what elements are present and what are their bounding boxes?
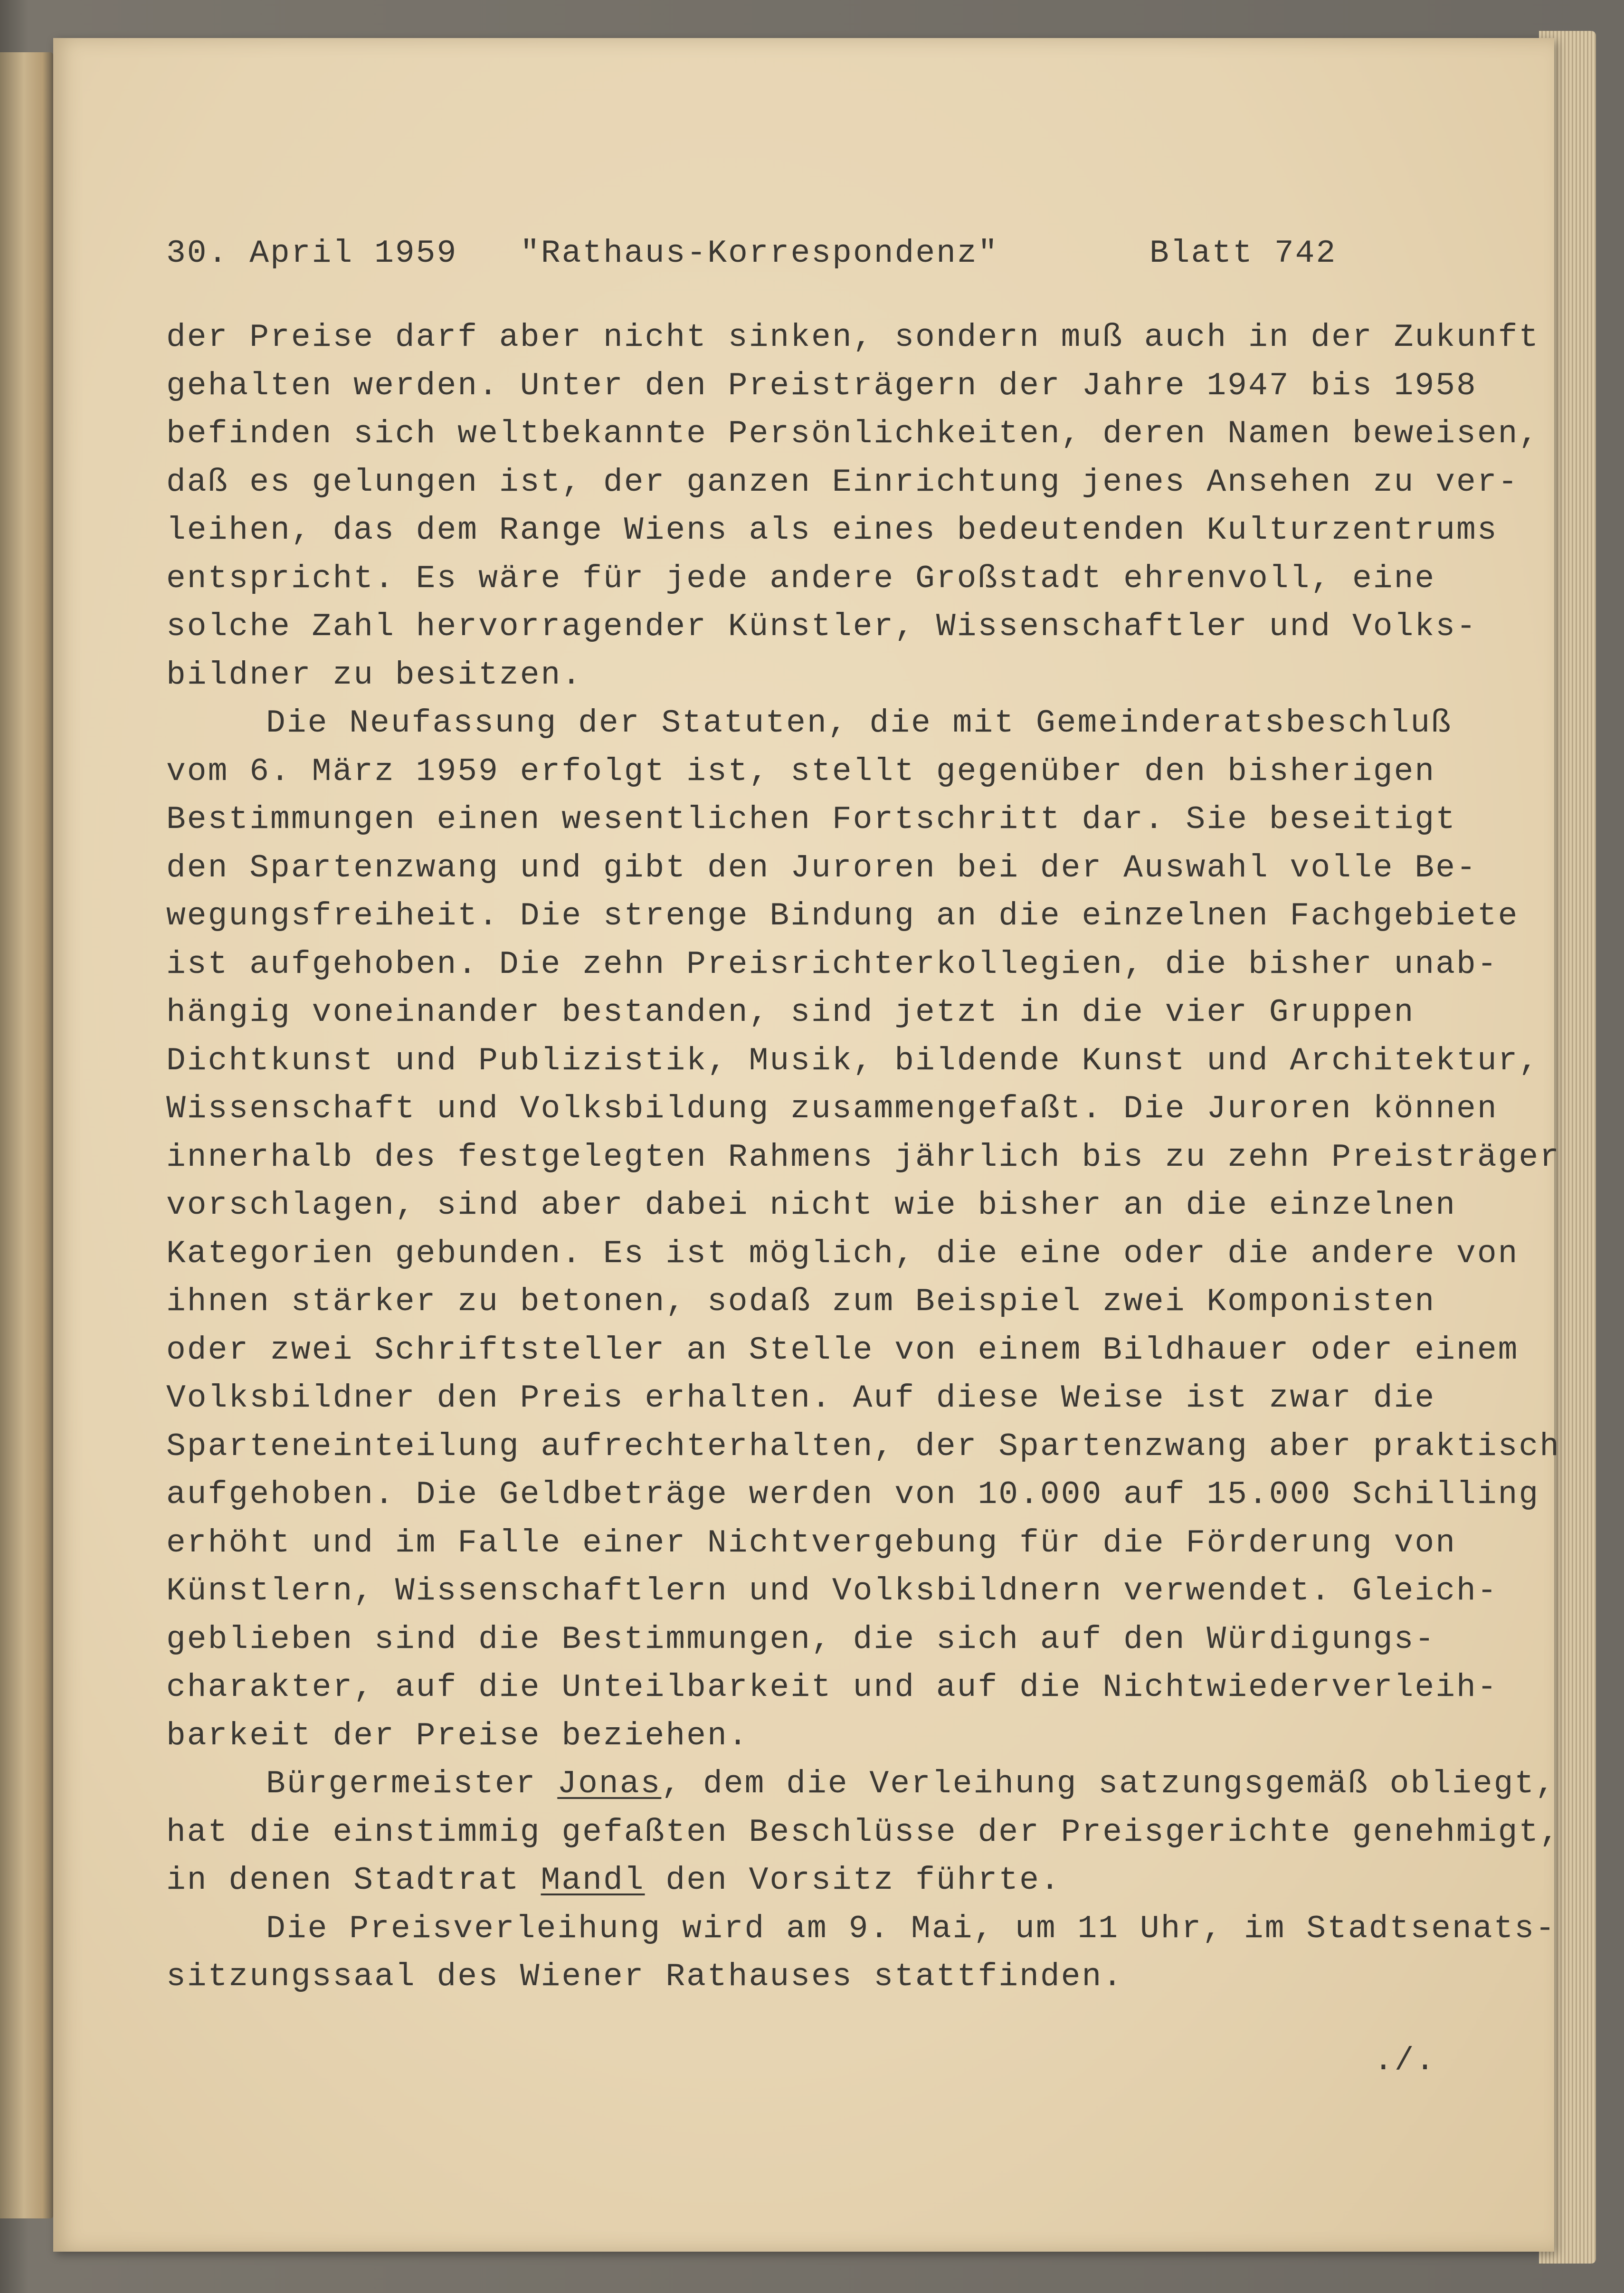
- text-line: Sparteneinteilung aufrechterhalten, der Spartenzwang aber praktisch: [166, 1428, 1561, 1465]
- text-line: barkeit der Preise beziehen.: [166, 1717, 749, 1754]
- text-line: charakter, auf die Unteilbarkeit und auf die Nichtwiederverleih-: [166, 1669, 1498, 1706]
- text-line: erhöht und im Falle einer Nichtvergebung für die Förderung von: [166, 1524, 1457, 1561]
- header-date: 30. April 1959: [166, 235, 458, 272]
- councillor-name: Mandl: [541, 1862, 645, 1899]
- header-sheet-number: Blatt 742: [1149, 235, 1337, 272]
- page-header: [166, 235, 1449, 287]
- text-line: solche Zahl hervorragender Künstler, Wissenschaftler und Volks-: [166, 609, 1477, 645]
- text-line: oder zwei Schriftsteller an Stelle von einem Bildhauer oder einem: [166, 1332, 1519, 1369]
- text-line: innerhalb des festgelegten Rahmens jährlich bis zu zehn Preisträger: [166, 1139, 1561, 1176]
- text-segment: Bürgermeister: [266, 1766, 558, 1802]
- text-line: Bestimmungen einen wesentlichen Fortschritt dar. Sie beseitigt: [166, 801, 1457, 838]
- text-line: entspricht. Es wäre für jede andere Großstadt ehrenvoll, eine: [166, 560, 1436, 597]
- text-line: wegungsfreiheit. Die strenge Bindung an die einzelnen Fachgebiete: [166, 898, 1519, 934]
- document-body: [166, 314, 1561, 2001]
- text-line: Die Preisverleihung wird am 9. Mai, um 11 Uhr, im Stadtsenats-: [266, 1910, 1557, 1947]
- text-line: Künstlern, Wissenschaftlern und Volksbildnern verwendet. Gleich-: [166, 1573, 1498, 1609]
- paragraph-2: [166, 699, 1561, 1760]
- text-line: ist aufgehoben. Die zehn Preisrichterkollegien, die bisher unab-: [166, 946, 1498, 983]
- text-line: [166, 1856, 1496, 1905]
- text-line: leihen, das dem Range Wiens als eines bedeutenden Kulturzentrums: [166, 512, 1498, 549]
- text-segment: den Vorsitz führte.: [645, 1862, 1061, 1899]
- text-line: bildner zu besitzen.: [166, 657, 583, 694]
- text-line: befinden sich weltbekannte Persönlichkeiten, deren Namen beweisen,: [166, 416, 1540, 452]
- text-segment: in denen Stadtrat: [166, 1862, 541, 1899]
- text-segment: , dem die Verleihung satzungsgemäß obliegt,: [661, 1766, 1557, 1802]
- text-line: hängig voneinander bestanden, sind jetzt in die vier Gruppen: [166, 994, 1415, 1031]
- text-line: sitzungssaal des Wiener Rathauses stattfinden.: [166, 1959, 1124, 1995]
- text-line: ihnen stärker zu betonen, sodaß zum Beispiel zwei Komponisten: [166, 1284, 1436, 1320]
- text-line: hat die einstimmig gefaßten Beschlüsse der Preisgerichte genehmigt,: [166, 1814, 1561, 1851]
- text-line: gehalten werden. Unter den Preisträgern der Jahre 1947 bis 1958: [166, 367, 1477, 404]
- document-page: [53, 38, 1561, 2252]
- text-line: der Preise darf aber nicht sinken, sondern muß auch in der Zukunft: [166, 319, 1540, 356]
- mayor-name: Jonas: [557, 1766, 662, 1802]
- text-line: geblieben sind die Bestimmungen, die sich auf den Würdigungs-: [166, 1621, 1436, 1658]
- header-source: "Rathaus-Korrespondenz": [520, 235, 999, 272]
- text-line: vorschlagen, sind aber dabei nicht wie bisher an die einzelnen: [166, 1187, 1457, 1224]
- text-line: Dichtkunst und Publizistik, Musik, bildende Kunst und Architektur,: [166, 1042, 1540, 1079]
- text-line: den Spartenzwang und gibt den Juroren bei der Auswahl volle Be-: [166, 849, 1477, 886]
- text-line: Kategorien gebunden. Es ist möglich, die eine oder die andere von: [166, 1235, 1519, 1272]
- text-line: daß es gelungen ist, der ganzen Einrichtung jenes Ansehen zu ver-: [166, 464, 1519, 501]
- left-page-edge: [0, 52, 53, 2218]
- text-line: Volksbildner den Preis erhalten. Auf diese Weise ist zwar die: [166, 1380, 1436, 1417]
- text-line: aufgehoben. Die Geldbeträge werden von 10.000 auf 15.000 Schilling: [166, 1476, 1540, 1513]
- text-line: [166, 1760, 1557, 1808]
- text-line: Die Neufassung der Statuten, die mit Gemeinderatsbeschluß: [266, 705, 1452, 742]
- paragraph-1: [166, 314, 1540, 699]
- paragraph-4: [166, 1905, 1557, 2001]
- text-line: vom 6. März 1959 erfolgt ist, stellt gegenüber den bisherigen: [166, 753, 1436, 790]
- paragraph-3: [166, 1760, 1561, 1905]
- continuation-mark: ./.: [1374, 2043, 1436, 2079]
- text-line: Wissenschaft und Volksbildung zusammengefaßt. Die Juroren können: [166, 1091, 1498, 1127]
